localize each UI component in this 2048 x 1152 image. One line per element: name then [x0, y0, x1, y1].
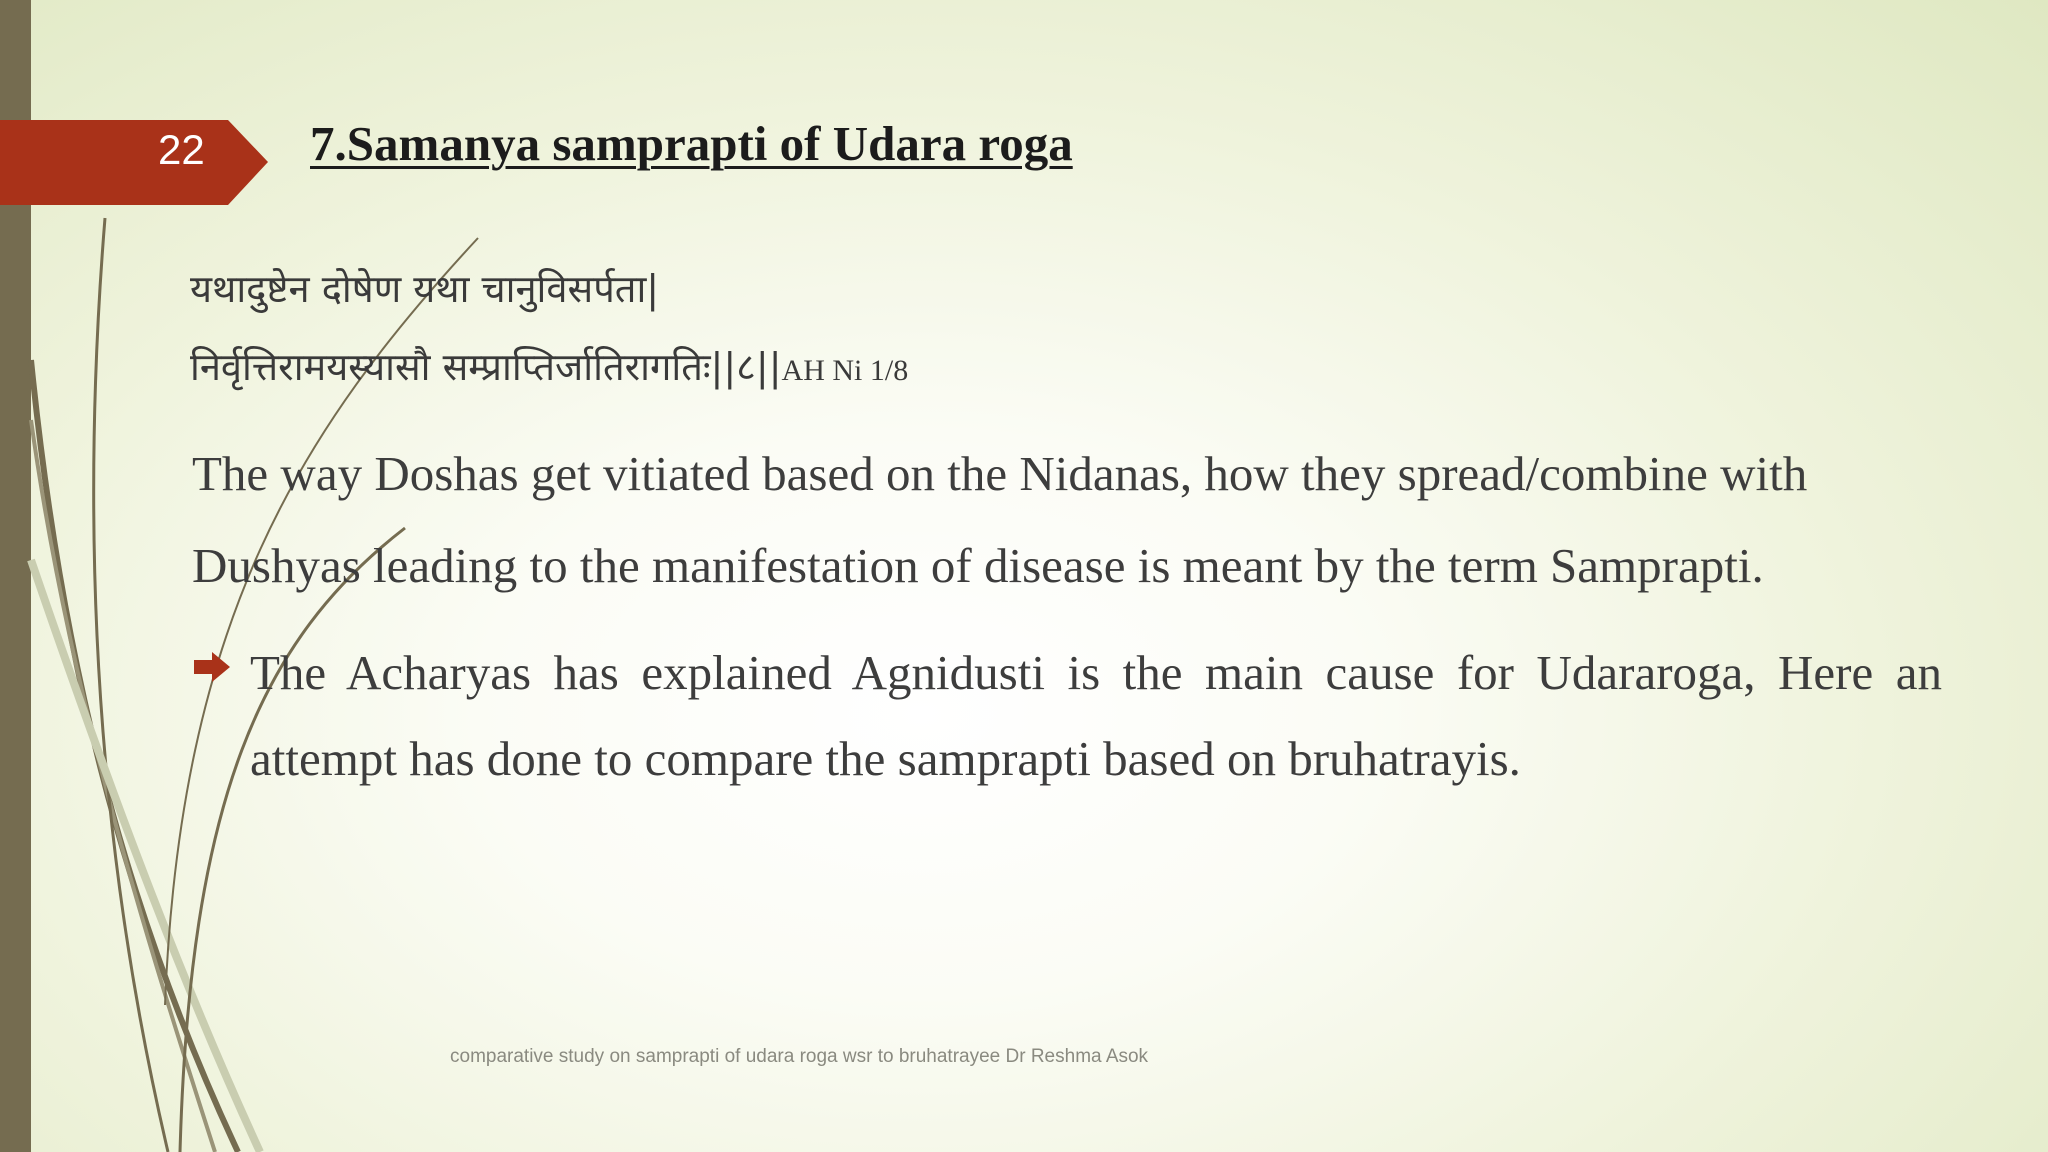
slide-title: 7.Samanya samprapti of Udara roga	[310, 116, 1073, 171]
sanskrit-line-2	[190, 328, 908, 410]
sanskrit-verse	[190, 250, 908, 410]
bullet-item	[192, 630, 1942, 802]
slide-number: 22	[158, 126, 205, 173]
sanskrit-line-2-text: निर्वृत्तिरामयस्यासौ सम्प्राप्तिर्जातिरागतिः||८||	[190, 345, 782, 389]
footer-text: comparative study on samprapti of udara roga wsr to bruhatrayee Dr Reshma Asok	[450, 1046, 1149, 1067]
definition-line-1: The way Doshas get vitiated based on the Nidanas, how they spread/combine with	[192, 446, 1808, 501]
samprapti-definition	[192, 428, 1952, 612]
bullet-text: The Acharyas has explained Agnidusti is the main cause for Udararoga, Here an attempt has done to compare the samprapti based on bruhatrayis.	[250, 645, 1942, 786]
verse-reference: AH Ni 1/8	[781, 354, 909, 387]
sanskrit-line-1: यथादुष्टेन दोषेण यथा चानुविसर्पता|	[190, 267, 660, 311]
slide-number-tab	[0, 120, 268, 205]
arrow-right-icon	[192, 650, 232, 684]
definition-line-2: Dushyas leading to the manifestation of disease is meant by the term Samprapti.	[192, 538, 1764, 593]
